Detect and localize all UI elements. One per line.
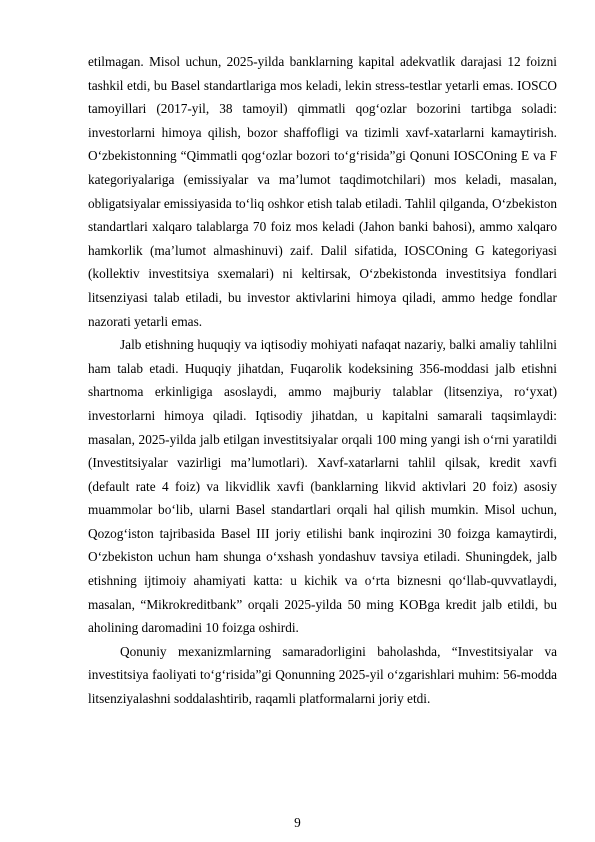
paragraph-legal-economic: Jalb etishning huquqiy va iqtisodiy mohiyati nafaqat nazariy, balki amaliy tahlilni ham talab etadi. Huquqiy jihatdan, Fuqarolik kodeksining 356-moddasi jalb etishni shartnoma erkinligiga asoslaydi, ammo majburiy talablar (litsenziya, ro‘yxat) investorlarni himoya qiladi. Iqtisodiy jihatdan, u kapitalni samarali taqsimlaydi: masalan, 2025-yilda jalb etilgan investitsiyalar orqali 100 ming yangi ish o‘rni yaratildi (Investitsiyalar vazirligi ma’lumotlari). Xavf-xatarlarni tahlil qilsak, kredit xavfi (default rate 4 foiz) va likvidlik xavfi (banklarning likvid aktivlari 20 foiz) asosiy muammolar bo‘lib, ularni Basel standartlari orqali hal qilish mumkin. Misol uchun, Qozog‘iston tajribasida Basel III joriy etilishi bank inqirozini 30 foizga kamaytirdi, O‘zbekiston uchun ham shunga o‘xshash yondashuv tavsiya etiladi. Shuningdek, jalb etishning ijtimoiy ahamiyati katta: u kichik va o‘rta biznesni qo‘llab-quvvatlaydi, masalan, “Mikrokreditbank” orqali 2025-yilda 50 ming KOBga kredit jalb etildi, bu aholining daromadini 10 foizga oshirdi. [88, 337, 557, 636]
paragraph-mechanisms: Qonuniy mexanizmlarning samaradorligini baholashda, “Investitsiyalar va investitsiya faoliyati to‘g‘risida”gi Qonunning 2025-yil o‘zgarishlari muhim: 56-modda litsenziyalashni soddalashtirib, raqamli platformalarni joriy etdi. [88, 643, 557, 707]
page-number: 9 [294, 815, 301, 830]
paragraph-continued: etilmagan. Misol uchun, 2025-yilda banklarning kapital adekvatlik darajasi 12 foizni tashkil etdi, bu Basel standartlariga mos keladi, lekin stress-testlar yetarli emas. IOSCO tamoyillari (2017-yil, 38 tamoyil) qimmatli qog‘ozlar bozorini tartibga soladi: investorlarni himoya qilish, bozor shaffofligi va tizimli xavf-xatarlarni kamaytirish. O‘zbekistonning “Qimmatli qog‘ozlar bozori to‘g‘risida”gi Qonuni IOSCOning E va F kategoriyalariga (emissiyalar va ma’lumot taqdimotchilari) mos keladi, masalan, obligatsiyalar emissiyasida to‘liq oshkor etish talab etiladi. Tahlil qilganda, O‘zbekiston standartlari xalqaro talablarga 70 foiz mos keladi (Jahon banki bahosi), ammo xalqaro hamkorlik (ma’lumot almashinuvi) zaif. Dalil sifatida, IOSCOning G kategoriyasi (kollektiv investitsiya sxemalari) ni keltirsak, O‘zbekistonda investitsiya fondlari litsenziyasi talab etiladi, bu investor aktivlarini himoya qiladi, ammo hedge fondlar nazorati yetarli emas. [88, 54, 557, 329]
document-page [88, 50, 557, 711]
